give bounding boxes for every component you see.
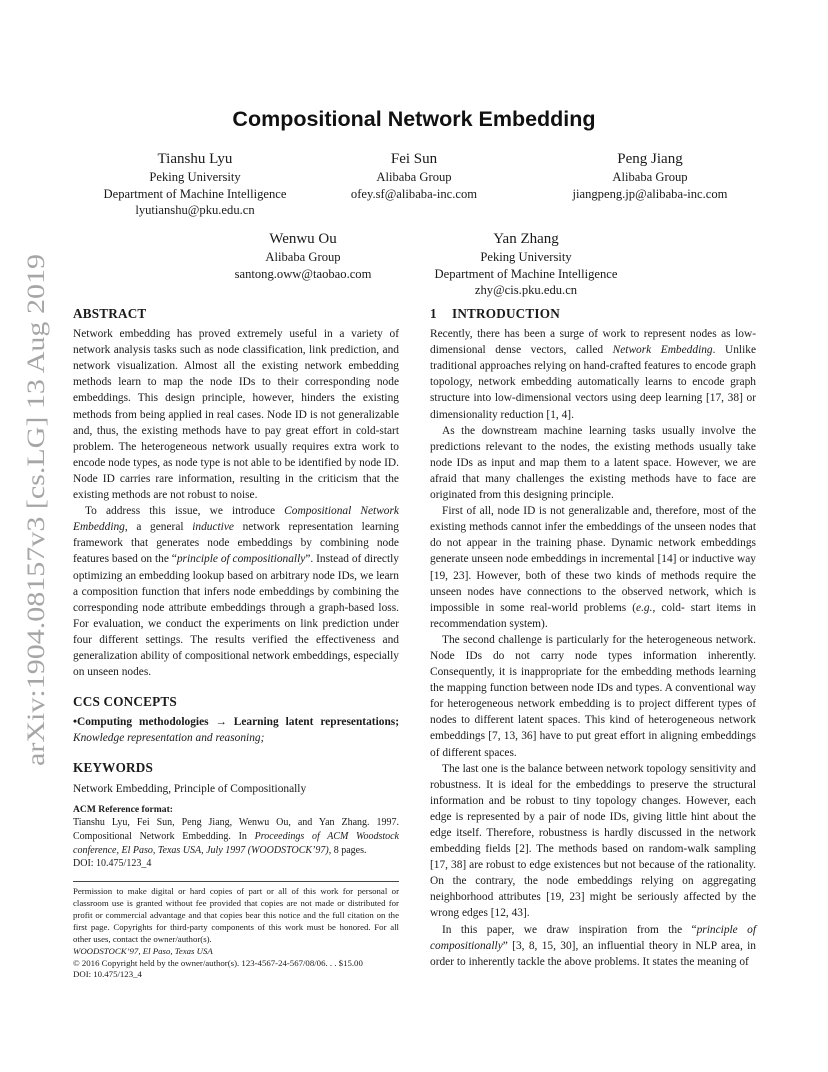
author-affiliation: Peking University	[149, 170, 241, 184]
permission-venue: WOODSTOCK’97, El Paso, Texas USA	[73, 945, 213, 956]
author-email: lyutianshu@pku.edu.cn	[135, 203, 255, 217]
author-name: Peng Jiang	[617, 151, 683, 167]
arxiv-stamp	[18, 250, 54, 770]
author-email: santong.oww@taobao.com	[234, 266, 372, 281]
paper-title: Compositional Network Embedding	[232, 107, 596, 131]
author-name: Fei Sun	[390, 151, 438, 167]
ccs-heading: CCS CONCEPTS	[73, 694, 177, 710]
permission-notice	[73, 886, 399, 981]
keywords-text: Network Embedding, Principle of Compositionally	[73, 782, 307, 795]
author-email: zhy@cis.pku.edu.cn	[474, 283, 578, 297]
abstract-paragraph-2: To address this issue, we introduce Compositional Network Embedding, a general inductive network representation learning framework that generates node embeddings by combining node features based on the “principle of compositionally”. Instead of directly optimizing an embedding lookup based on arbitrary node IDs, we learn a composition function that infers node embeddings by combining the corresponding node attribute embeddings through a graph-based loss. For evaluation, we conduct the experiments on link prediction under four different settings. The results verified the effectiveness and generalization ability of compositional network embeddings, especially on unseen nodes.	[73, 505, 400, 679]
intro-paragraph-3: First of all, node ID is not generalizable and, therefore, most of the existing methods cannot infer the embeddings of the unseen nodes that do not appear in the training phase. Dynamic network embeddings generate unseen node embeddings in incremental [14] or inductive way [19, 23]. However, both of these two kinds of methods require the unseen nodes have connections to the observed network, which is impossible in some real-world problems (e.g., cold- start items in recommendation system).	[430, 505, 756, 630]
author-affiliation: Alibaba Group	[612, 170, 688, 184]
author-affiliation: Alibaba Group	[265, 250, 341, 264]
acm-reference-doi: DOI: 10.475/123_4	[73, 858, 152, 870]
author-block-2	[299, 150, 529, 202]
abstract-heading: ABSTRACT	[73, 306, 147, 321]
left-column	[73, 306, 399, 981]
arxiv-stamp-text: arXiv:1904.08157v3 [cs.LG] 13 Aug 2019	[23, 339, 50, 766]
right-column	[430, 306, 756, 970]
intro-paragraph-6: In this paper, we draw inspiration from the “principle of compositionally” [3, 8, 15, 30], an influential theory in NLP area, in order to inherently tackle the above problems. It states the meaning of	[430, 923, 756, 968]
permission-copyright: © 2016 Copyright held by the owner/author(s). 123-4567-24-567/08/06. . . $15.00	[73, 957, 363, 968]
author-block-4	[203, 230, 403, 282]
acm-reference-heading: ACM Reference format:	[73, 803, 173, 815]
author-name: Yan Zhang	[493, 231, 559, 247]
acm-reference-text: Tianshu Lyu, Fei Sun, Peng Jiang, Wenwu Ou, and Yan Zhang. 1997. Compositional Network Embedding. In Proceedings of ACM Woodstock conference, El Paso, Texas USA, July 1997 (WOODSTOCK’97), 8 pages.	[73, 817, 400, 856]
footnote-divider	[73, 881, 399, 882]
abstract-paragraph-1: Network embedding has proved extremely useful in a variety of network analysis tasks such as node classification, link prediction, and network visualization. Almost all the existing network embedding methods learn to map the node IDs to their corresponding node embeddings. This design principle, however, hinders the existing methods from being applied in real cases. Node ID is not generalizable and, thus, the existing methods have to pay great effort in cold-start problem. The heterogeneous network usually requires extra work to encode node types, as node type is not able to be identified by node ID. Node ID carries rare information, resulting in the criticism that the existing methods are not robust to noise.	[73, 328, 399, 502]
author-name: Wenwu Ou	[269, 231, 337, 247]
acm-reference	[73, 803, 399, 872]
permission-text: Permission to make digital or hard copies of part or all of this work for personal or classroom use is granted without fee provided that copies are not made or distributed for profit or commercial advantage and that copies bear this notice and the full citation on the first page. Copyrights for third-party components of this work must be honored. For all other uses, contact the owner/author(s).	[73, 886, 399, 944]
intro-paragraph-2: As the downstream machine learning tasks usually involve the predictions relevant to the nodes, the existing methods usually take node IDs as input and map them to a latent space. However, we are afraid that many challenges the existing methods have to face are originated from this designing principle.	[430, 424, 756, 502]
introduction-heading: 1 INTRODUCTION	[430, 306, 560, 321]
author-affiliation: Peking University	[480, 250, 572, 264]
author-email: jiangpeng.jp@alibaba-inc.com	[572, 186, 728, 201]
author-block-1	[60, 150, 330, 219]
ccs-concepts: •Computing methodologies → Learning latent representations; Knowledge representation and reasoning;	[73, 716, 399, 745]
intro-paragraph-1: Recently, there has been a surge of work to represent nodes as low-dimensional dense vectors, called Network Embedding. Unlike traditional approaches relying on hand-crafted features to encode graph topology, network embedding automatically learns to encode graph structure into low-dimensional vectors using deep learning [17, 38] or dimensionality reduction [1, 4].	[430, 328, 756, 421]
intro-paragraph-5: The last one is the balance between network topology sensitivity and robustness. It is ideal for the embeddings to preserve the structural information and be robust to tiny topology changes. However, each edge is represented by a pair of node IDs, giving little hint about the edge itself. Therefore, robustness is hardly discussed in the network embedding fields [2]. The methods based on random-walk sampling [17, 38] are robust to edge existences but not because of the rationality. On the contrary, the node embeddings relying on aggregating neighborhood attributes [19, 23] might be seriously affected by the wrong edges [12, 43].	[430, 762, 756, 920]
intro-paragraph-4: The second challenge is particularly for the heterogeneous network. Node IDs do not carry node types information inherently. Consequently, it is inappropriate for the embedding methods learning the mapping function between node IDs and types. A conventional way for heterogeneous network embedding is to project different types of nodes to different latent spaces. This kind of heterogeneous network embeddings [7, 13, 36] have to put great effort in aligning embeddings of different spaces.	[430, 633, 756, 759]
author-department: Department of Machine Intelligence	[103, 186, 287, 201]
author-block-5	[412, 230, 640, 299]
author-name: Tianshu Lyu	[157, 151, 233, 167]
permission-doi: DOI: 10.475/123_4	[73, 969, 142, 980]
author-department: Department of Machine Intelligence	[434, 266, 618, 281]
author-email: ofey.sf@alibaba-inc.com	[350, 186, 478, 201]
keywords-heading: KEYWORDS	[73, 760, 154, 776]
author-affiliation: Alibaba Group	[376, 170, 452, 184]
author-block-3	[530, 150, 770, 202]
